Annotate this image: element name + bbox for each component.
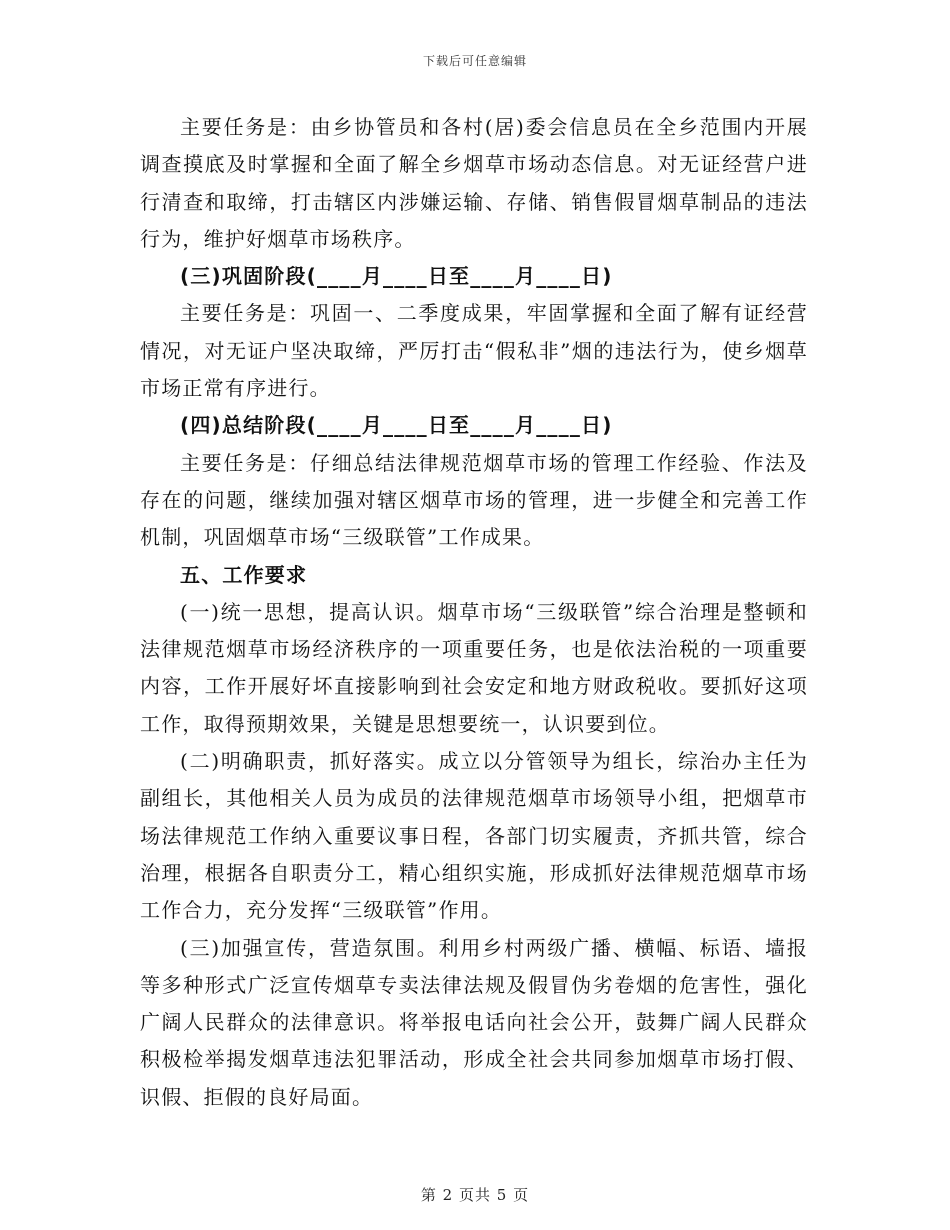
heading-section5: 五、工作要求: [180, 562, 308, 587]
paragraph-stage2-task: 主要任务是：由乡协管员和各村(居)委会信息员在全乡范围内开展调查摸底及时掌握和全面了解全乡烟草市场动态信息。对无证经营户进行清查和取缔，打击辖区内涉嫌运输、存储、销售假冒烟草制品的违法行为，维护好烟草市场秩序。: [140, 115, 808, 251]
page-footer: 第 2 页共 5 页: [420, 1186, 530, 1204]
paragraph-requirement-3: (三)加强宣传，营造氛围。利用乡村两级广播、横幅、标语、墙报等多种形式广泛宣传烟草专卖法律法规及假冒伪劣卷烟的危害性，强化广阔人民群众的法律意识。将举报电话向社会公开，鼓舞广阔人民群众积极检举揭发烟草违法犯罪活动，形成全社会共同参加烟草市场打假、识假、拒假的良好局面。: [140, 935, 808, 1109]
paragraph-stage3-task: 主要任务是：巩固一、二季度成果，牢固掌握和全面了解有证经营情况，对无证户坚决取缔，严厉打击“假私非”烟的违法行为，使乡烟草市场正常有序进行。: [140, 301, 808, 401]
page-header: 下载后可任意编辑: [422, 54, 527, 68]
paragraph-requirement-1: (一)统一思想，提高认识。烟草市场“三级联管”综合治理是整顿和法律规范烟草市场经济秩序的一项重要任务，也是依法治税的一项重要内容，工作开展好坏直接影响到社会安定和地方财政税收。要抓好这项工作，取得预期效果，关键是思想要统一，认识要到位。: [140, 599, 808, 736]
paragraph-requirement-2: (二)明确职责，抓好落实。成立以分管领导为组长，综治办主任为副组长，其他相关人员为成员的法律规范烟草市场领导小组，把烟草市场法律规范工作纳入重要议事日程，各部门切实履责，齐抓共管，综合治理，根据各自职责分工，精心组织实施，形成抓好法律规范烟草市场工作合力，充分发挥“三级联管”作用。: [140, 749, 808, 923]
heading-stage4: (四)总结阶段(____月____日至____月____日): [180, 413, 613, 438]
heading-stage3: (三)巩固阶段(____月____日至____月____日): [180, 264, 613, 289]
paragraph-stage4-task: 主要任务是：仔细总结法律规范烟草市场的管理工作经验、作法及存在的问题，继续加强对辖区烟草市场的管理，进一步健全和完善工作机制，巩固烟草市场“三级联管”工作成果。: [140, 450, 808, 550]
document-body: [140, 109, 808, 1116]
